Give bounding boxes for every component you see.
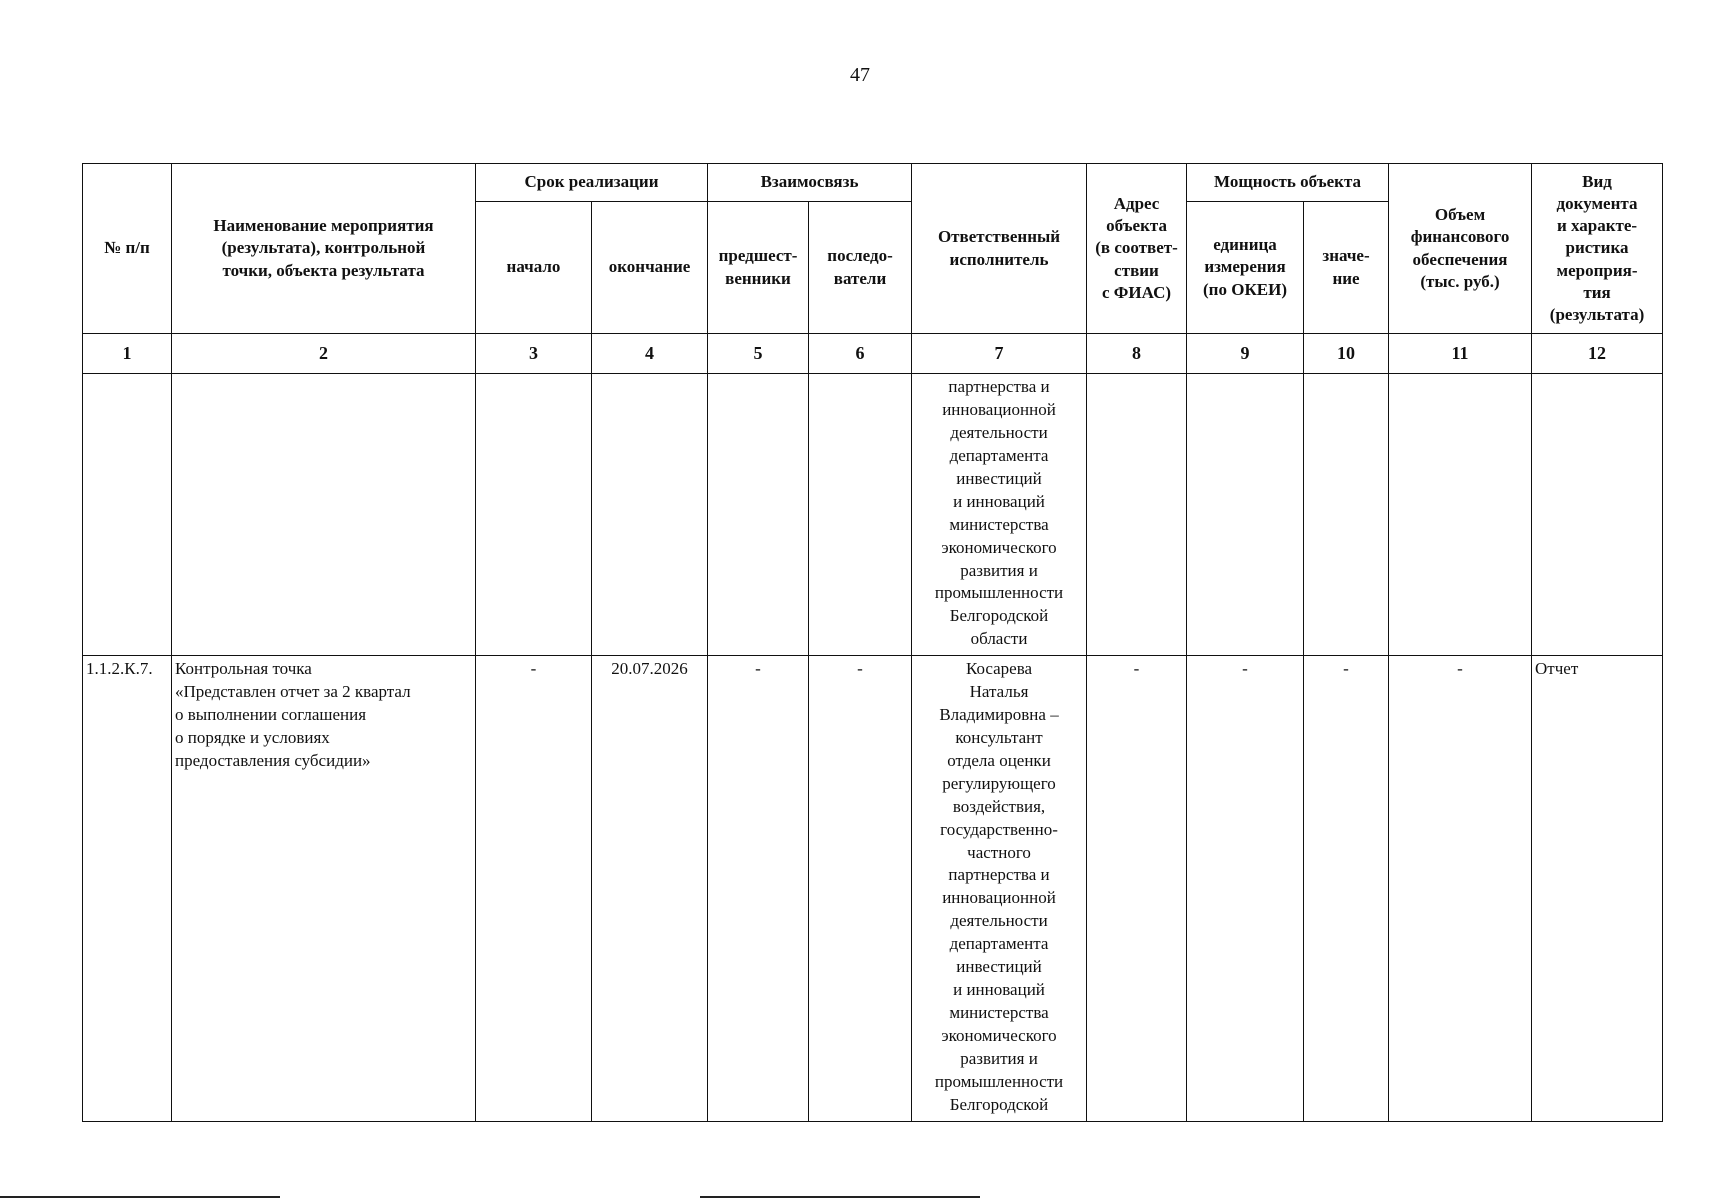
cell-prev: [708, 374, 809, 656]
cell-address: -: [1087, 656, 1187, 1122]
header-link-group: Взаимосвязь: [708, 164, 912, 202]
header-responsible: Ответственный исполнитель: [912, 164, 1087, 334]
header-capacity-group: Мощность объекта: [1187, 164, 1389, 202]
column-number: 11: [1389, 334, 1532, 374]
cell-responsible: партнерства и инновационной деятельности департамента инвестиций и инноваций министерства экономического развития и промышленности Белгородской области: [912, 374, 1087, 656]
column-number-row: [83, 334, 1663, 374]
scan-edge-line: [0, 1196, 280, 1198]
cell-address: [1087, 374, 1187, 656]
scan-edge-line: [700, 1196, 980, 1198]
column-number: 3: [476, 334, 592, 374]
header-capacity-value: значе- ние: [1304, 202, 1389, 334]
cell-doc: Отчет: [1532, 656, 1663, 1122]
column-number: 2: [172, 334, 476, 374]
header-term-end: окончание: [592, 202, 708, 334]
header-link-prev: предшест- венники: [708, 202, 809, 334]
cell-doc: [1532, 374, 1663, 656]
cell-next: [809, 374, 912, 656]
cell-start: -: [476, 656, 592, 1122]
header-row-1: [83, 164, 1663, 202]
header-capacity-unit: единица измерения (по ОКЕИ): [1187, 202, 1304, 334]
column-number: 1: [83, 334, 172, 374]
column-number: 5: [708, 334, 809, 374]
cell-name: [172, 374, 476, 656]
header-finance: Объем финансового обеспечения (тыс. руб.): [1389, 164, 1532, 334]
cell-end: [592, 374, 708, 656]
cell-end: 20.07.2026: [592, 656, 708, 1122]
cell-num: [83, 374, 172, 656]
table-row: [83, 374, 1663, 656]
header-num: № п/п: [83, 164, 172, 334]
header-address: Адрес объекта (в соответ- ствии с ФИАС): [1087, 164, 1187, 334]
column-number: 9: [1187, 334, 1304, 374]
column-number: 8: [1087, 334, 1187, 374]
activity-plan-table: [82, 163, 1663, 1122]
page-number: 47: [850, 64, 870, 86]
header-doc-type: Вид документа и характе- ристика мероприя- тия (результата): [1532, 164, 1663, 334]
cell-finance: [1389, 374, 1532, 656]
cell-num: 1.1.2.К.7.: [83, 656, 172, 1122]
column-number: 6: [809, 334, 912, 374]
cell-unit: -: [1187, 656, 1304, 1122]
column-number: 12: [1532, 334, 1663, 374]
cell-start: [476, 374, 592, 656]
cell-responsible: Косарева Наталья Владимировна – консультант отдела оценки регулирующего воздействия, государственно- частного партнерства и инновационной деятельности департамента инвестиций и инноваций министерства экономического развития и промышленности Белгородской: [912, 656, 1087, 1122]
cell-finance: -: [1389, 656, 1532, 1122]
header-name: Наименование мероприятия (результата), контрольной точки, объекта результата: [172, 164, 476, 334]
cell-value: -: [1304, 656, 1389, 1122]
table-row: [83, 656, 1663, 1122]
column-number: 7: [912, 334, 1087, 374]
cell-prev: -: [708, 656, 809, 1122]
cell-next: -: [809, 656, 912, 1122]
cell-unit: [1187, 374, 1304, 656]
column-number: 10: [1304, 334, 1389, 374]
header-term-start: начало: [476, 202, 592, 334]
header-term-group: Срок реализации: [476, 164, 708, 202]
cell-name: Контрольная точка «Представлен отчет за 2 квартал о выполнении соглашения о порядке и условиях предоставления субсидии»: [172, 656, 476, 1122]
cell-value: [1304, 374, 1389, 656]
column-number: 4: [592, 334, 708, 374]
header-link-next: последо- ватели: [809, 202, 912, 334]
